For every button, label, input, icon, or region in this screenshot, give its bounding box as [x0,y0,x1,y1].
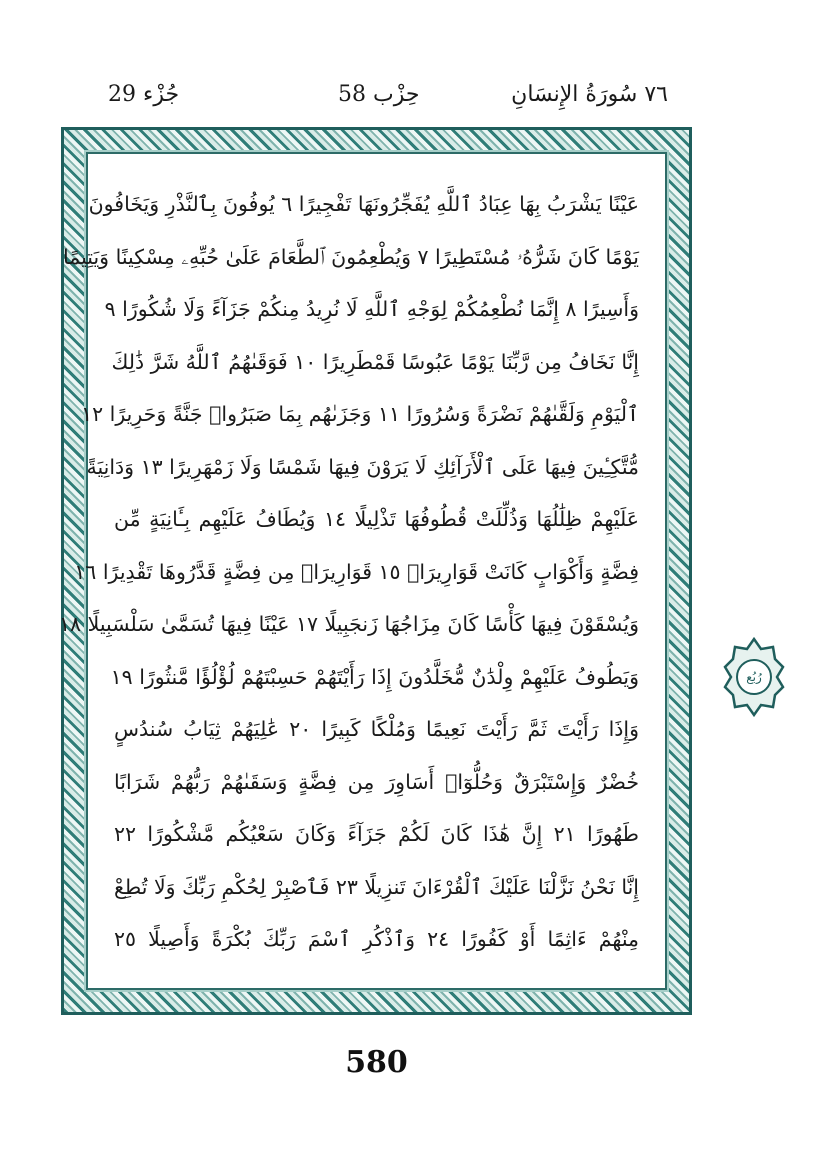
verse-line-11: وَإِذَا رَأَيْتَ ثَمَّ رَأَيْتَ نَعِيمًا وَمُلْكًا كَبِيرًا ٢٠ عَٰلِيَهُمْ ثِيَابُ سُندُسٍ [114,717,639,741]
verse-line-2: يَوْمًا كَانَ شَرُّهُۥ مُسْتَطِيرًا ٧ وَيُطْعِمُونَ ٱلطَّعَامَ عَلَىٰ حُبِّهِۦ مِسْكِينًا وَيَتِيمًا [62,244,639,269]
verse-line-12: خُضْرٌ وَإِسْتَبْرَقٌ وَحُلُّوٓا۟ أَسَاوِرَ مِن فِضَّةٍ وَسَقَىٰهُمْ رَبُّهُمْ شَرَابًا [114,769,639,794]
verse-line-5: ٱلْيَوْمِ وَلَقَّىٰهُمْ نَضْرَةً وَسُرُورًا ١١ وَجَزَىٰهُم بِمَا صَبَرُوا۟ جَنَّةً وَحَرِيرًا ١٢ [81,402,639,426]
verse-line-13: طَهُورًا ٢١ إِنَّ هَٰذَا كَانَ لَكُمْ جَزَآءً وَكَانَ سَعْيُكُم مَّشْكُورًا ٢٢ [114,822,639,846]
verse-line-4: إِنَّا نَخَافُ مِن رَّبِّنَا يَوْمًا عَبُوسًا قَمْطَرِيرًا ١٠ فَوَقَىٰهُمُ ٱللَّهُ شَرَّ ذَٰلِكَ [111,349,639,374]
verse-line-10: وَيَطُوفُ عَلَيْهِمْ وِلْدَٰنٌ مُّخَلَّدُونَ إِذَا رَأَيْتَهُمْ حَسِبْتَهُمْ لُؤْلُؤًا مَّنثُورًا ١٩ [110,664,639,689]
verse-line-6: مُّتَّكِـِٔينَ فِيهَا عَلَى ٱلْأَرَآئِكِ لَا يَرَوْنَ فِيهَا شَمْسًا وَلَا زَمْهَرِيرًا ١٣ وَدَانِيَةً [86,454,639,479]
verse-line-8: فِضَّةٍ وَأَكْوَابٍ كَانَتْ قَوَارِيرَا۠ ١٥ قَوَارِيرَا۟ مِن فِضَّةٍ قَدَّرُوهَا تَقْدِيرًا ١٦ [74,559,639,584]
juz-label: جُزْء 29 [108,82,180,107]
rub-marker-icon [723,637,785,717]
text-panel [59,152,667,990]
verse-line-15: مِنْهُمْ ءَاثِمًا أَوْ كَفُورًا ٢٤ وَٱذْكُرِ ٱسْمَ رَبِّكَ بُكْرَةً وَأَصِيلًا ٢٥ [114,927,640,951]
page-number: 580 [345,1045,408,1080]
rub-marker-label: رُبُع [746,670,762,684]
page-header [108,82,668,118]
verse-line-14: إِنَّا نَحْنُ نَزَّلْنَا عَلَيْكَ ٱلْقُرْءَانَ تَنزِيلًا ٢٣ فَٱصْبِرْ لِحُكْمِ رَبِّكَ وَلَا تُطِعْ [114,874,639,899]
decorative-page-frame [61,127,692,1015]
verse-line-3: وَأَسِيرًا ٨ إِنَّمَا نُطْعِمُكُمْ لِوَجْهِ ٱللَّهِ لَا نُرِيدُ مِنكُمْ جَزَآءً وَلَا شُكُورًا ٩ [104,297,639,321]
verse-line-1: عَيْنًا يَشْرَبُ بِهَا عِبَادُ ٱللَّهِ يُفَجِّرُونَهَا تَفْجِيرًا ٦ يُوفُونَ بِٱلنَّذْرِ وَيَخَافُونَ [88,192,639,216]
surah-title: ٧٦ سُورَةُ الإِنسَانِ [511,82,668,107]
verse-line-9: وَيُسْقَوْنَ فِيهَا كَأْسًا كَانَ مِزَاجُهَا زَنجَبِيلًا ١٧ عَيْنًا فِيهَا تُسَمَّىٰ سَلْسَبِيلًا ١٨ [59,612,639,636]
hizb-label: حِزْب 58 [338,82,420,107]
verse-text-block [59,178,640,966]
verse-line-7: عَلَيْهِمْ ظِلَٰلُهَا وَذُلِّلَتْ قُطُوفُهَا تَذْلِيلًا ١٤ وَيُطَافُ عَلَيْهِم بِـَٔانِيَةٍ مِّن [114,507,639,531]
